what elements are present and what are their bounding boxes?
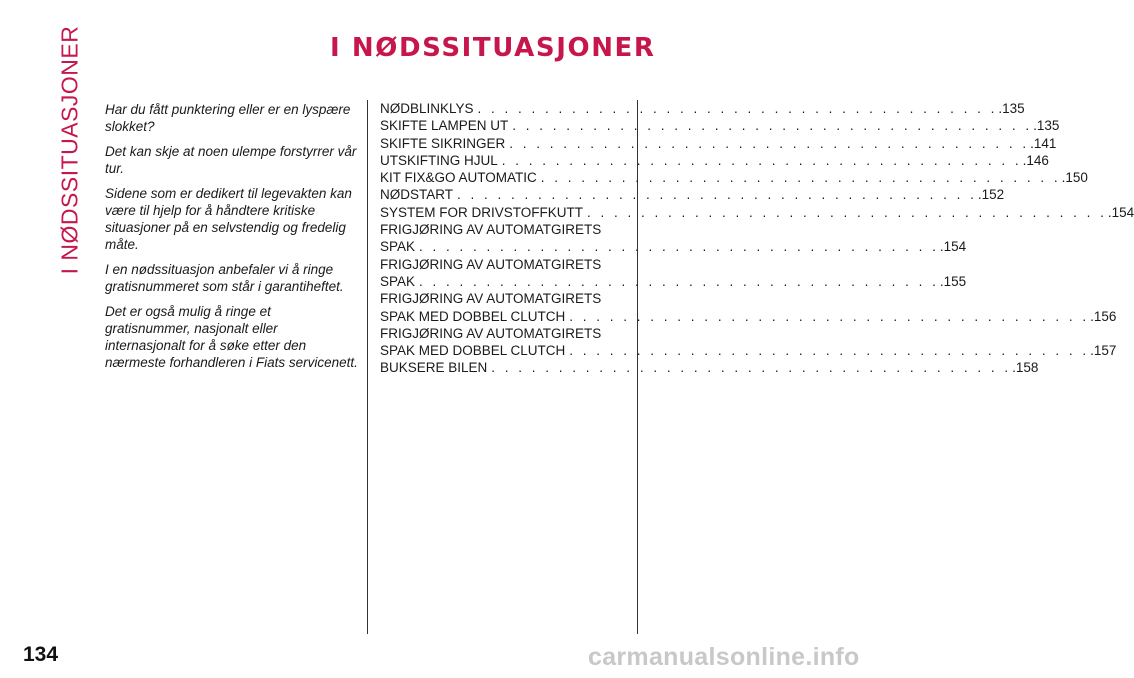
toc-dot-leader: . . . . . . . . . . . . . . . . . . . . . . . . . . . . . . . . . . . . . . . (457, 187, 977, 203)
intro-paragraph: I en nødssituasjon anbefaler vi å ringe gratisnummeret som står i garantiheftet. (105, 262, 344, 294)
intro-paragraph: Det er også mulig å ringe et gratisnummer, nasjonalt eller internasjonalt for å søke etter den nærmeste forhandleren i Fiats servicenett. (105, 304, 358, 370)
toc-entry-title-line1: FRIGJØRING AV AUTOMATGIRETS (380, 291, 602, 307)
toc-entry-title-line1: FRIGJØRING AV AUTOMATGIRETS (380, 256, 602, 272)
toc-entry-title: SPAK MED DOBBEL CLUTCH (380, 308, 566, 324)
toc-entry-page: .154 (939, 239, 967, 255)
toc-dot-leader: . . . . . . . . . . . . . . . . . . . . . . . . . . . . . . . . . . . . . . . (419, 239, 939, 255)
toc-entry[interactable] (380, 221, 967, 256)
page-title: I NØDSSITUASJONER (330, 33, 656, 63)
toc-entry-page: .152 (977, 187, 1005, 203)
toc-entry-title: NØDSTART (380, 187, 454, 203)
side-tab (55, 25, 85, 275)
intro-paragraph: Sidene som er dedikert til legevakten kan være til hjelp for å håndtere kritiske situasjoner på en selvstendig og fredelig måte. (105, 186, 352, 252)
toc-dot-leader: . . . . . . . . . . . . . . . . . . . . . . . . . . . . . . . . . . . . . . . (491, 360, 1012, 376)
toc-entry-page: .155 (939, 273, 967, 289)
toc-entry[interactable] (380, 135, 1057, 152)
toc-entry-title: KIT FIX&GO AUTOMATIC (380, 170, 537, 186)
toc-entry-title: UTSKIFTING HJUL (380, 152, 498, 168)
toc-entry-title: SPAK (380, 273, 416, 289)
toc-entry-title: SPAK MED DOBBEL CLUTCH (380, 343, 566, 359)
page-number: 134 (23, 643, 59, 666)
toc-entry[interactable] (380, 117, 1060, 134)
toc-entry-title: BUKSERE BILEN (380, 360, 488, 376)
toc-entry-title-line1: FRIGJØRING AV AUTOMATGIRETS (380, 222, 602, 238)
toc-entry[interactable] (380, 290, 1117, 325)
toc-entry-page: .156 (1090, 308, 1117, 324)
toc-entry-page: .154 (1107, 204, 1134, 220)
table-of-contents (380, 100, 1134, 377)
toc-entry-title: SPAK (380, 239, 416, 255)
toc-dot-leader: . . . . . . . . . . . . . . . . . . . . . . . . . . . . . . . . . . . . . . . (509, 135, 1030, 151)
toc-entry-page: .158 (1012, 360, 1039, 376)
toc-entry-title: NØDBLINKLYS (380, 101, 474, 116)
toc-dot-leader: . . . . . . . . . . . . . . . . . . . . . . . . . . . . . . . . . . . . . . . (512, 118, 1033, 134)
toc-entry[interactable] (380, 100, 1025, 117)
toc-dot-leader: . . . . . . . . . . . . . . . . . . . . . . . . . . . . . . . . . . . . . . . (569, 343, 1090, 359)
toc-entry[interactable] (380, 169, 1088, 186)
toc-dot-leader: . . . . . . . . . . . . . . . . . . . . . . . . . . . . . . . . . . . . . . . (587, 204, 1107, 220)
intro-text (105, 101, 360, 379)
intro-paragraph: Det kan skje at noen ulempe forstyrrer vår tur. (105, 144, 357, 176)
toc-entry[interactable] (380, 204, 1134, 221)
toc-entry-title: SYSTEM FOR DRIVSTOFFKUTT (380, 204, 584, 220)
column-divider-left (367, 100, 368, 634)
toc-dot-leader: . . . . . . . . . . . . . . . . . . . . . . . . . . . . . . . . . . . . . . . (419, 273, 939, 289)
toc-entry-page: .135 (1033, 118, 1060, 134)
watermark: carmanualsonline.info (588, 643, 860, 671)
toc-entry[interactable] (380, 186, 1005, 203)
toc-entry-title: SKIFTE LAMPEN UT (380, 118, 509, 134)
toc-entry[interactable] (380, 359, 1039, 376)
intro-paragraph: Har du fått punktering eller er en lyspære slokket? (105, 102, 351, 134)
toc-entry[interactable] (380, 256, 967, 291)
toc-entry-page: .157 (1090, 343, 1117, 359)
toc-entry-title-line1: FRIGJØRING AV AUTOMATGIRETS (380, 325, 602, 341)
toc-entry-page: .150 (1061, 170, 1088, 186)
toc-dot-leader: . . . . . . . . . . . . . . . . . . . . . . . . . . . . . . . . . . . . . . . (569, 308, 1090, 324)
toc-entry[interactable] (380, 325, 1117, 360)
toc-dot-leader: . . . . . . . . . . . . . . . . . . . . . . . . . . . . . . . . . . . . . . . (501, 152, 1022, 168)
toc-dot-leader: . . . . . . . . . . . . . . . . . . . . . . . . . . . . . . . . . . . . . . . (540, 170, 1061, 186)
toc-entry-page: .146 (1022, 152, 1049, 168)
toc-entry-page: .135 (998, 101, 1025, 116)
toc-entry[interactable] (380, 152, 1049, 169)
toc-entry-title: SKIFTE SIKRINGER (380, 135, 506, 151)
toc-dot-leader: . . . . . . . . . . . . . . . . . . . . . . . . . . . . . . . . . . . . . . . (477, 101, 998, 116)
toc-entry-page: .141 (1030, 135, 1057, 151)
side-tab-label: I NØDSSITUASJONER (56, 25, 83, 275)
